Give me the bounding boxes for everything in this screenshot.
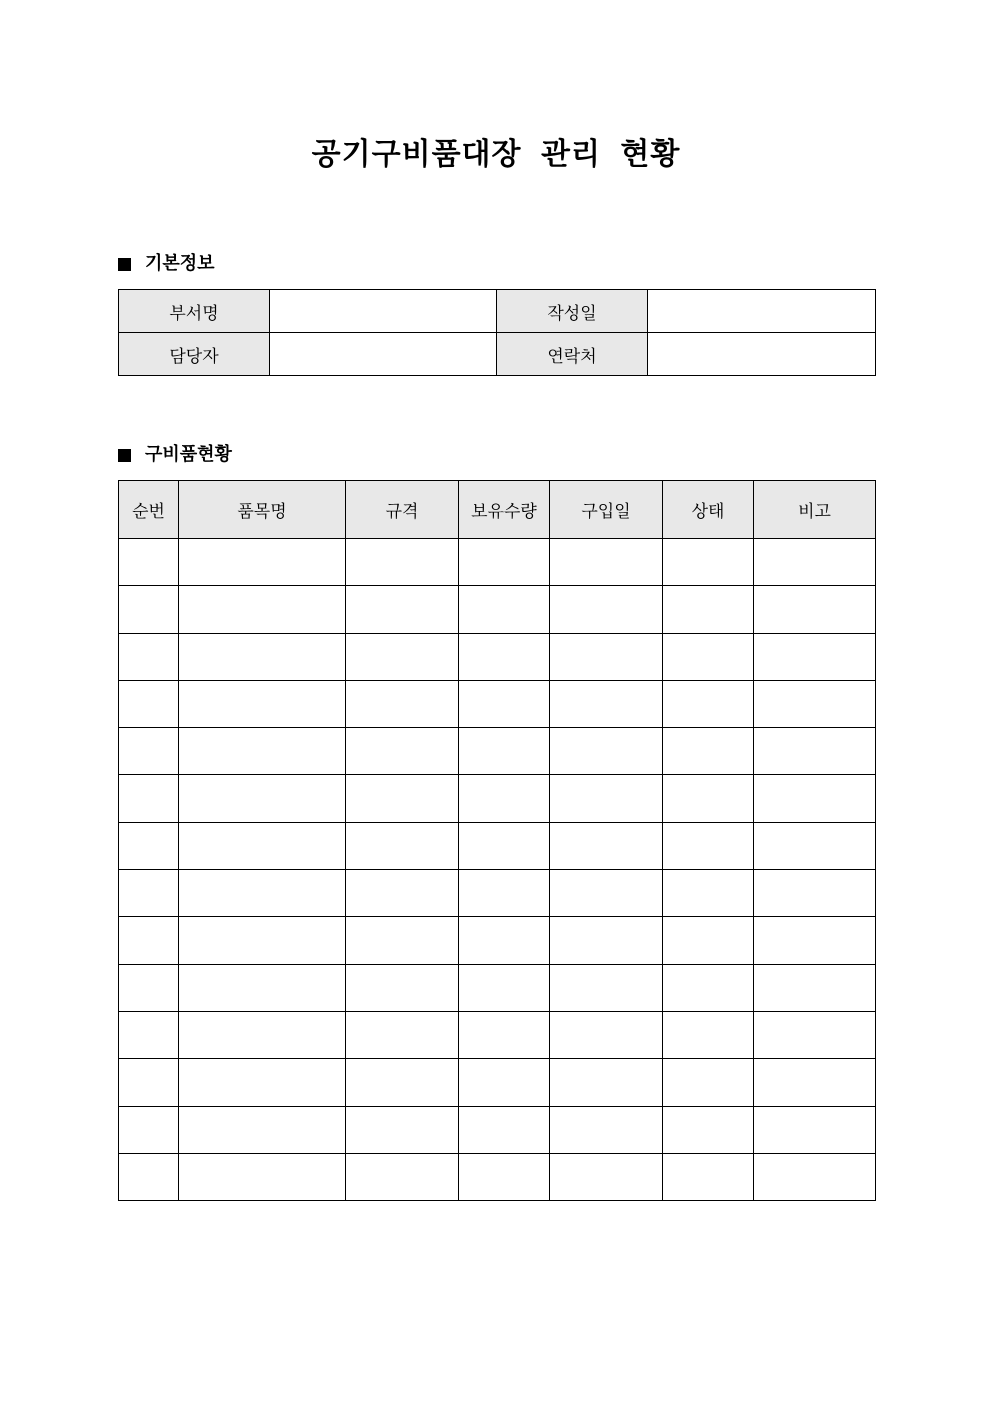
cell-item-name[interactable] [179, 1153, 346, 1200]
cell-spec[interactable] [346, 1059, 459, 1106]
cell-status[interactable] [663, 728, 754, 775]
section-heading-basic-info [118, 252, 215, 276]
table-row [119, 870, 876, 917]
department-label: 부서명 [119, 290, 270, 333]
cell-remarks[interactable] [754, 1106, 876, 1153]
cell-purchase-date[interactable] [550, 1011, 663, 1058]
table-row [119, 822, 876, 869]
cell-purchase-date[interactable] [550, 1153, 663, 1200]
cell-purchase-date[interactable] [550, 917, 663, 964]
cell-quantity[interactable] [459, 680, 550, 727]
manager-label: 담당자 [119, 333, 270, 376]
section-heading-label: 구비품현황 [145, 444, 232, 465]
contact-value[interactable] [648, 333, 876, 376]
table-row [119, 333, 876, 376]
cell-item-name[interactable] [179, 1011, 346, 1058]
cell-item-name[interactable] [179, 870, 346, 917]
cell-remarks[interactable] [754, 775, 876, 822]
table-row [119, 917, 876, 964]
cell-number[interactable] [119, 539, 179, 586]
table-row [119, 1153, 876, 1200]
cell-purchase-date[interactable] [550, 586, 663, 633]
cell-quantity[interactable] [459, 1153, 550, 1200]
cell-spec[interactable] [346, 775, 459, 822]
cell-remarks[interactable] [754, 917, 876, 964]
cell-quantity[interactable] [459, 822, 550, 869]
cell-quantity[interactable] [459, 586, 550, 633]
section-heading-label: 기본정보 [145, 253, 215, 274]
cell-item-name[interactable] [179, 539, 346, 586]
cell-remarks[interactable] [754, 964, 876, 1011]
date-written-value[interactable] [648, 290, 876, 333]
cell-spec[interactable] [346, 1153, 459, 1200]
cell-quantity[interactable] [459, 539, 550, 586]
cell-number[interactable] [119, 1153, 179, 1200]
cell-quantity[interactable] [459, 964, 550, 1011]
cell-item-name[interactable] [179, 680, 346, 727]
cell-status[interactable] [663, 917, 754, 964]
cell-number[interactable] [119, 586, 179, 633]
table-row [119, 539, 876, 586]
cell-item-name[interactable] [179, 917, 346, 964]
cell-spec[interactable] [346, 680, 459, 727]
cell-purchase-date[interactable] [550, 870, 663, 917]
table-header-row [119, 481, 876, 539]
column-header-item-name: 품목명 [179, 481, 346, 539]
table-row [119, 290, 876, 333]
table-row [119, 728, 876, 775]
cell-spec[interactable] [346, 1011, 459, 1058]
cell-purchase-date[interactable] [550, 1106, 663, 1153]
cell-quantity[interactable] [459, 870, 550, 917]
cell-status[interactable] [663, 822, 754, 869]
cell-number[interactable] [119, 633, 179, 680]
cell-remarks[interactable] [754, 1011, 876, 1058]
cell-status[interactable] [663, 680, 754, 727]
cell-number[interactable] [119, 1059, 179, 1106]
cell-spec[interactable] [346, 633, 459, 680]
column-header-spec: 규격 [346, 481, 459, 539]
column-header-remarks: 비고 [754, 481, 876, 539]
cell-spec[interactable] [346, 539, 459, 586]
table-row [119, 1106, 876, 1153]
cell-purchase-date[interactable] [550, 539, 663, 586]
cell-item-name[interactable] [179, 728, 346, 775]
cell-quantity[interactable] [459, 633, 550, 680]
cell-purchase-date[interactable] [550, 728, 663, 775]
table-row [119, 775, 876, 822]
cell-number[interactable] [119, 728, 179, 775]
cell-status[interactable] [663, 870, 754, 917]
cell-purchase-date[interactable] [550, 775, 663, 822]
column-header-number: 순번 [119, 481, 179, 539]
cell-remarks[interactable] [754, 586, 876, 633]
cell-quantity[interactable] [459, 728, 550, 775]
cell-quantity[interactable] [459, 1059, 550, 1106]
cell-remarks[interactable] [754, 539, 876, 586]
cell-spec[interactable] [346, 822, 459, 869]
table-row [119, 1011, 876, 1058]
cell-spec[interactable] [346, 1106, 459, 1153]
cell-item-name[interactable] [179, 1106, 346, 1153]
cell-status[interactable] [663, 1059, 754, 1106]
cell-remarks[interactable] [754, 1059, 876, 1106]
contact-label: 연락처 [497, 333, 648, 376]
section-heading-items [118, 443, 232, 467]
square-bullet-icon [118, 449, 131, 462]
cell-spec[interactable] [346, 870, 459, 917]
cell-number[interactable] [119, 1011, 179, 1058]
cell-quantity[interactable] [459, 1011, 550, 1058]
cell-number[interactable] [119, 680, 179, 727]
cell-item-name[interactable] [179, 822, 346, 869]
cell-number[interactable] [119, 917, 179, 964]
cell-number[interactable] [119, 822, 179, 869]
cell-purchase-date[interactable] [550, 822, 663, 869]
cell-spec[interactable] [346, 964, 459, 1011]
table-row [119, 964, 876, 1011]
column-header-quantity: 보유수량 [459, 481, 550, 539]
cell-item-name[interactable] [179, 1059, 346, 1106]
cell-item-name[interactable] [179, 964, 346, 1011]
cell-status[interactable] [663, 586, 754, 633]
cell-number[interactable] [119, 870, 179, 917]
cell-quantity[interactable] [459, 775, 550, 822]
items-table [118, 480, 876, 1201]
cell-status[interactable] [663, 633, 754, 680]
cell-status[interactable] [663, 1011, 754, 1058]
cell-item-name[interactable] [179, 633, 346, 680]
date-written-label: 작성일 [497, 290, 648, 333]
cell-remarks[interactable] [754, 1153, 876, 1200]
cell-quantity[interactable] [459, 1106, 550, 1153]
cell-number[interactable] [119, 775, 179, 822]
cell-remarks[interactable] [754, 870, 876, 917]
cell-item-name[interactable] [179, 586, 346, 633]
cell-remarks[interactable] [754, 822, 876, 869]
cell-status[interactable] [663, 1106, 754, 1153]
document-title: 공기구비품대장 관리 현황 [311, 137, 681, 172]
cell-purchase-date[interactable] [550, 633, 663, 680]
cell-item-name[interactable] [179, 775, 346, 822]
cell-purchase-date[interactable] [550, 1059, 663, 1106]
table-row [119, 633, 876, 680]
cell-purchase-date[interactable] [550, 964, 663, 1011]
cell-spec[interactable] [346, 917, 459, 964]
cell-number[interactable] [119, 964, 179, 1011]
cell-spec[interactable] [346, 728, 459, 775]
square-bullet-icon [118, 258, 131, 271]
basic-info-table [118, 289, 876, 376]
department-value[interactable] [270, 290, 497, 333]
cell-spec[interactable] [346, 586, 459, 633]
manager-value[interactable] [270, 333, 497, 376]
table-row [119, 680, 876, 727]
cell-remarks[interactable] [754, 728, 876, 775]
cell-status[interactable] [663, 775, 754, 822]
cell-status[interactable] [663, 1153, 754, 1200]
table-row [119, 1059, 876, 1106]
table-row [119, 586, 876, 633]
column-header-purchase-date: 구입일 [550, 481, 663, 539]
cell-status[interactable] [663, 539, 754, 586]
cell-status[interactable] [663, 964, 754, 1011]
cell-remarks[interactable] [754, 633, 876, 680]
cell-remarks[interactable] [754, 680, 876, 727]
cell-quantity[interactable] [459, 917, 550, 964]
cell-number[interactable] [119, 1106, 179, 1153]
cell-purchase-date[interactable] [550, 680, 663, 727]
column-header-status: 상태 [663, 481, 754, 539]
